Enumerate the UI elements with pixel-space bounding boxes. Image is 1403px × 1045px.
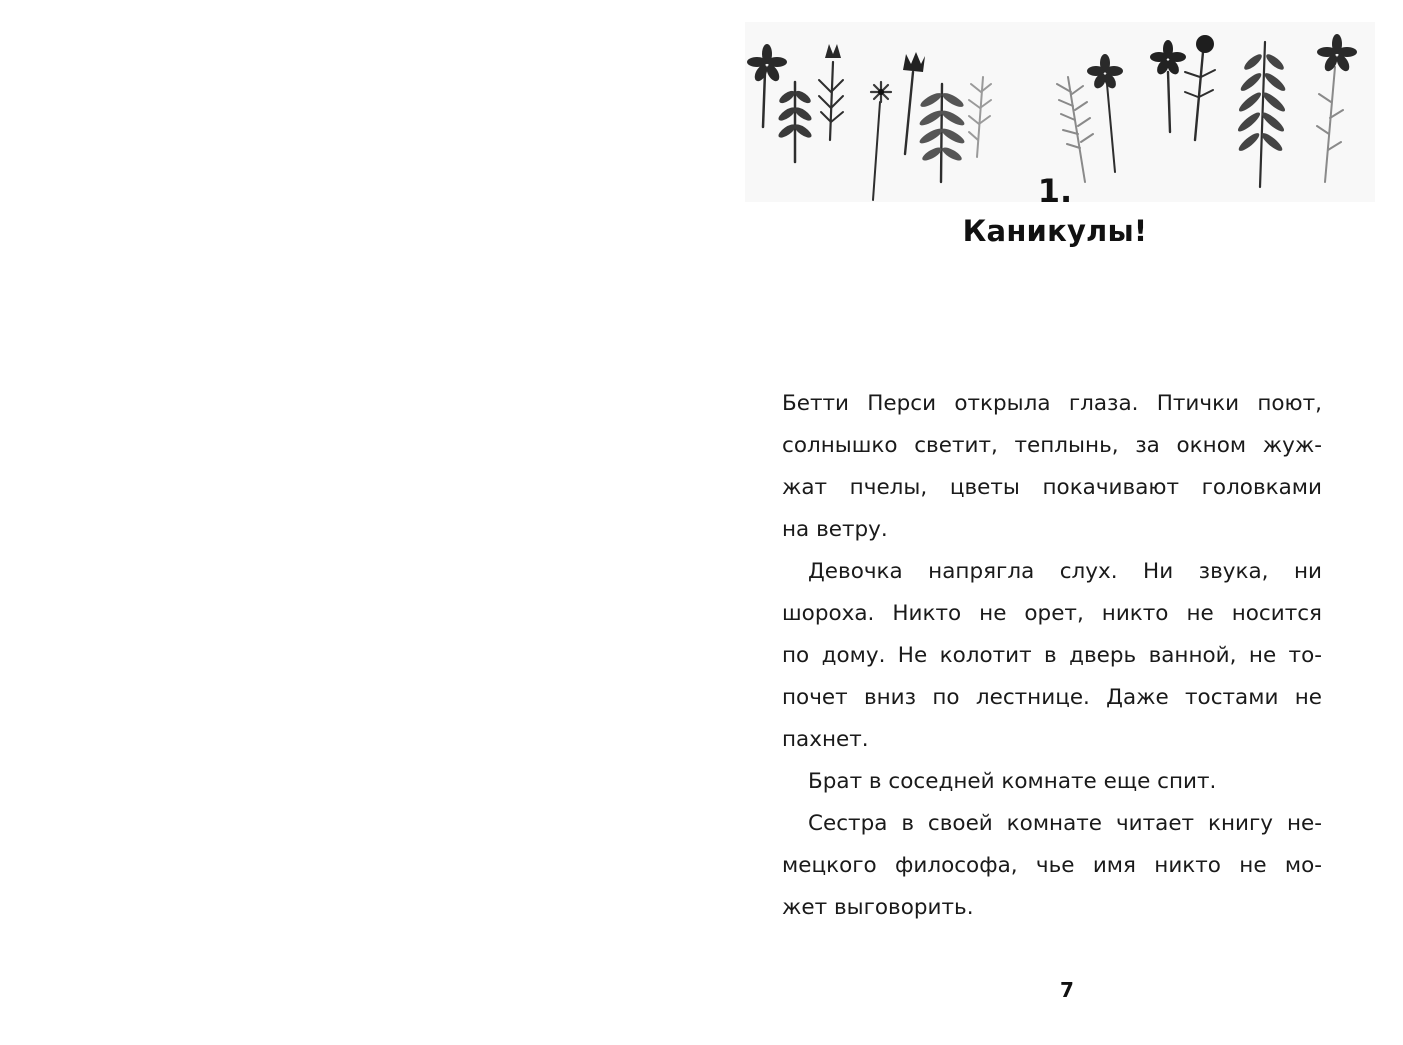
- text-line: Брат в соседней комнате еще спит.: [808, 769, 1217, 794]
- text-line: жат пчелы, цветы покачивают головками: [782, 475, 1322, 500]
- text-line: солнышко светит, теплынь, за окном жуж-: [782, 433, 1322, 458]
- left-page-blank: [0, 0, 700, 1045]
- text-line: почет вниз по лестнице. Даже тостами не: [782, 685, 1322, 710]
- text-line: Девочка напрягла слух. Ни звука, ни: [808, 559, 1322, 584]
- chapter-title: Каникулы!: [962, 214, 1148, 248]
- chapter-body-text: [782, 383, 1322, 929]
- chapter-number: 1.: [1037, 172, 1073, 210]
- right-page: [700, 0, 1403, 1045]
- text-line: Бетти Перси открыла глаза. Птички поют,: [782, 391, 1322, 416]
- text-line: жет выговорить.: [782, 895, 974, 920]
- page-number: 7: [1060, 978, 1074, 1002]
- text-line: по дому. Не колотит в дверь ванной, не то-: [782, 643, 1322, 668]
- text-line: на ветру.: [782, 517, 888, 542]
- text-line: Сестра в своей комнате читает книгу не-: [808, 811, 1322, 836]
- text-line: шороха. Никто не орет, никто не носится: [782, 601, 1322, 626]
- text-line: пахнет.: [782, 727, 869, 752]
- text-line: мецкого философа, чье имя никто не мо-: [782, 853, 1322, 878]
